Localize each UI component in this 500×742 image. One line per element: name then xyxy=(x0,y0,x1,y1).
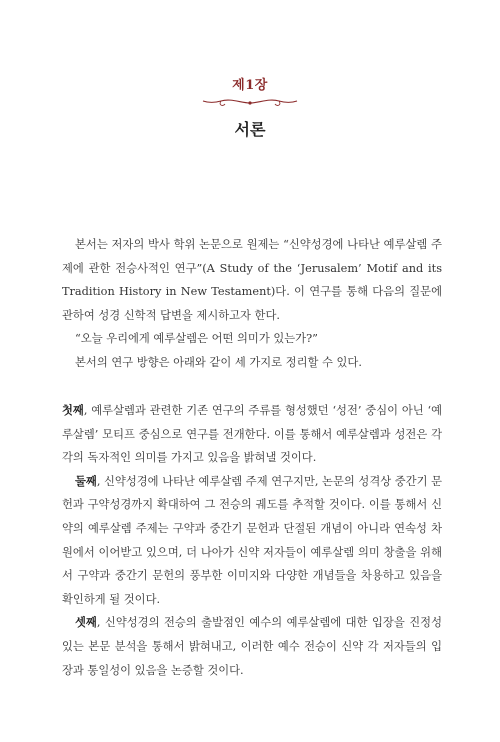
intro-section xyxy=(62,233,442,375)
chapter-title: 서론 xyxy=(234,120,266,139)
point-second xyxy=(62,470,442,612)
flourish-divider-icon xyxy=(201,96,299,110)
intro-paragraph-direction: 본서의 연구 방향은 아래와 같이 세 가지로 정리할 수 있다. xyxy=(75,355,362,369)
point-keyword: 첫째 xyxy=(62,403,84,417)
chapter-header xyxy=(0,74,500,110)
point-keyword: 둘째 xyxy=(75,473,97,488)
point-text: , 신약성경의 전승의 출발점인 예수의 예루살렘에 대한 입장을 진정성 있는 본문 분석을 통해서 밝혀내고, 이러한 예수 전승이 신약 각 저자들의 입장과 통일성이 있음을 논증할 것이다. xyxy=(62,616,442,677)
research-points xyxy=(62,399,442,682)
intro-paragraph: 본서는 저자의 박사 학위 논문으로 원제는 “신약성경에 나타난 예루살렘 주제에 관한 전승사적인 연구”(A Study of the ‘Jerusalem’ Motif and its Tradition History in New Testament)다. 이 연구를 통해 다음의 질문에 관하여 성경 신학적 답변을 제시하고자 한다. xyxy=(62,238,442,322)
point-third xyxy=(62,611,442,682)
point-keyword: 셋째 xyxy=(75,615,97,630)
point-first xyxy=(62,399,442,470)
chapter-label: 제1장 xyxy=(232,78,268,93)
intro-quote: “오늘 우리에게 예루살렘은 어떤 의미가 있는가?” xyxy=(75,332,318,346)
point-text: , 신약성경에 나타난 예루살렘 주제 연구지만, 논문의 성격상 중간기 문헌과 구약성경까지 확대하여 그 전승의 궤도를 추적할 것이다. 이를 통해서 신약의 예루살렘 주제는 구약과 중간기 문헌과 단절된 개념이 아니라 연속성 차원에서 이어받고 있으며, 더 나아가 신약 저자들이 예루살렘 의미 창출을 위해서 구약과 중간기 문헌의 풍부한 이미지와 다양한 개념들을 차용하고 있음을 확인하게 될 것이다. xyxy=(62,474,442,606)
point-text: , 예루살렘과 관련한 기존 연구의 주류를 형성했던 ‘성전’ 중심이 아닌 ‘예루살렘’ 모티프 중심으로 연구를 전개한다. 이를 통해서 예루살렘과 성전은 각각의 독자적인 의미를 가지고 있음을 밝혀낼 것이다. xyxy=(62,404,442,465)
